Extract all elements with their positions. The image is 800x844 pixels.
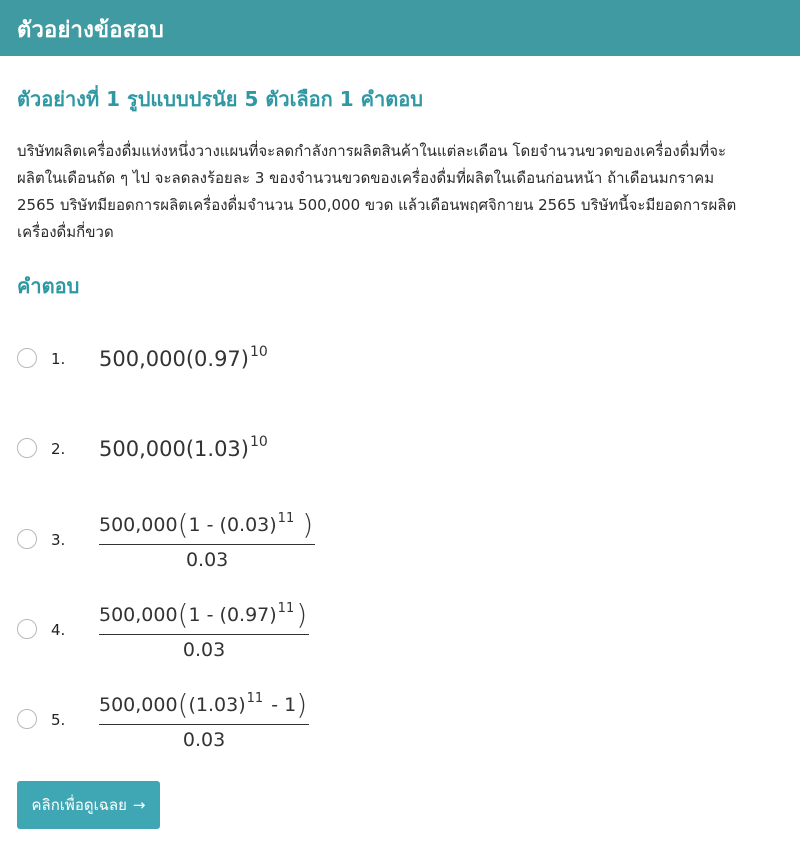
button-label: คลิกเพื่อดูเฉลย: [31, 796, 127, 814]
answer-option-5[interactable]: [17, 688, 417, 751]
option-number: 4.: [51, 621, 66, 639]
fraction-numerator: [99, 598, 309, 635]
radio-button[interactable]: [17, 438, 37, 458]
arrow-right-icon: →: [132, 796, 146, 814]
answer-option-3[interactable]: [17, 508, 417, 571]
expression-exponent: 10: [249, 344, 268, 360]
expression-exponent: 11: [277, 511, 295, 526]
expression-exponent: 10: [249, 434, 268, 450]
question-line: บริษัทผลิตเครื่องดื่มแห่งหนึ่งวางแผนที่จะลดกำลังการผลิตสินค้าในแต่ละเดือน โดยจำนวนขวดของเครื่องดื่มที่จะ: [17, 142, 727, 160]
answer-option-2[interactable]: [17, 426, 417, 486]
show-answer-button[interactable]: [17, 781, 160, 829]
answer-option-1[interactable]: [17, 336, 417, 396]
option-fraction: [99, 598, 309, 661]
answer-heading: คำตอบ: [17, 274, 80, 298]
option-number: 2.: [51, 440, 66, 458]
expression-base: 500,000(0.97): [99, 347, 249, 371]
inner-term: 1 - (0.97): [188, 604, 277, 626]
close-paren: ): [296, 688, 308, 721]
option-expression: [99, 344, 268, 371]
close-paren: ): [302, 508, 314, 541]
answer-option-4[interactable]: [17, 598, 417, 661]
inner-term-tail: - 1: [265, 694, 297, 716]
section-title: ตัวอย่างที่ 1 รูปแบบปรนัย 5 ตัวเลือก 1 คำตอบ: [17, 87, 423, 111]
option-number: 5.: [51, 711, 66, 729]
fraction-denominator: 0.03: [185, 549, 229, 571]
fraction-denominator: 0.03: [182, 639, 226, 661]
open-paren: (: [177, 598, 189, 631]
coefficient: 500,000: [99, 604, 178, 626]
option-number: 3.: [51, 531, 66, 549]
question-line: 2565 บริษัทมียอดการผลิตเครื่องดื่มจำนวน 500,000 ขวด แล้วเดือนพฤศจิกายน 2565 บริษัทนี้จะมียอดการผลิต: [17, 196, 737, 214]
coefficient: 500,000: [99, 514, 178, 536]
fraction-numerator: [99, 508, 315, 545]
open-paren: (: [177, 508, 189, 541]
radio-button[interactable]: [17, 709, 37, 729]
fraction-numerator: [99, 688, 309, 725]
fraction-denominator: 0.03: [182, 729, 226, 751]
close-paren: ): [296, 598, 308, 631]
option-fraction: [99, 688, 309, 751]
inner-term: (1.03): [188, 694, 246, 716]
question-line: เครื่องดื่มกี่ขวด: [17, 223, 114, 241]
header-title: ตัวอย่างข้อสอบ: [17, 18, 164, 43]
question-line: ผลิตในเดือนถัด ๆ ไป จะลดลงร้อยละ 3 ของจำนวนขวดของเครื่องดื่มที่ผลิตในเดือนก่อนหน้า ถ้าเดือนมกราคม: [17, 169, 715, 187]
expression-base: 500,000(1.03): [99, 437, 249, 461]
inner-term: 1 - (0.03): [188, 514, 277, 536]
radio-button[interactable]: [17, 348, 37, 368]
option-fraction: [99, 508, 315, 571]
page-header: [0, 0, 800, 56]
radio-button[interactable]: [17, 529, 37, 549]
expression-exponent: 11: [277, 601, 295, 616]
option-number: 1.: [51, 350, 66, 368]
expression-exponent: 11: [246, 691, 264, 706]
radio-button[interactable]: [17, 619, 37, 639]
option-expression: [99, 434, 268, 461]
coefficient: 500,000: [99, 694, 178, 716]
question-text: [17, 138, 787, 246]
open-paren: (: [177, 688, 189, 721]
